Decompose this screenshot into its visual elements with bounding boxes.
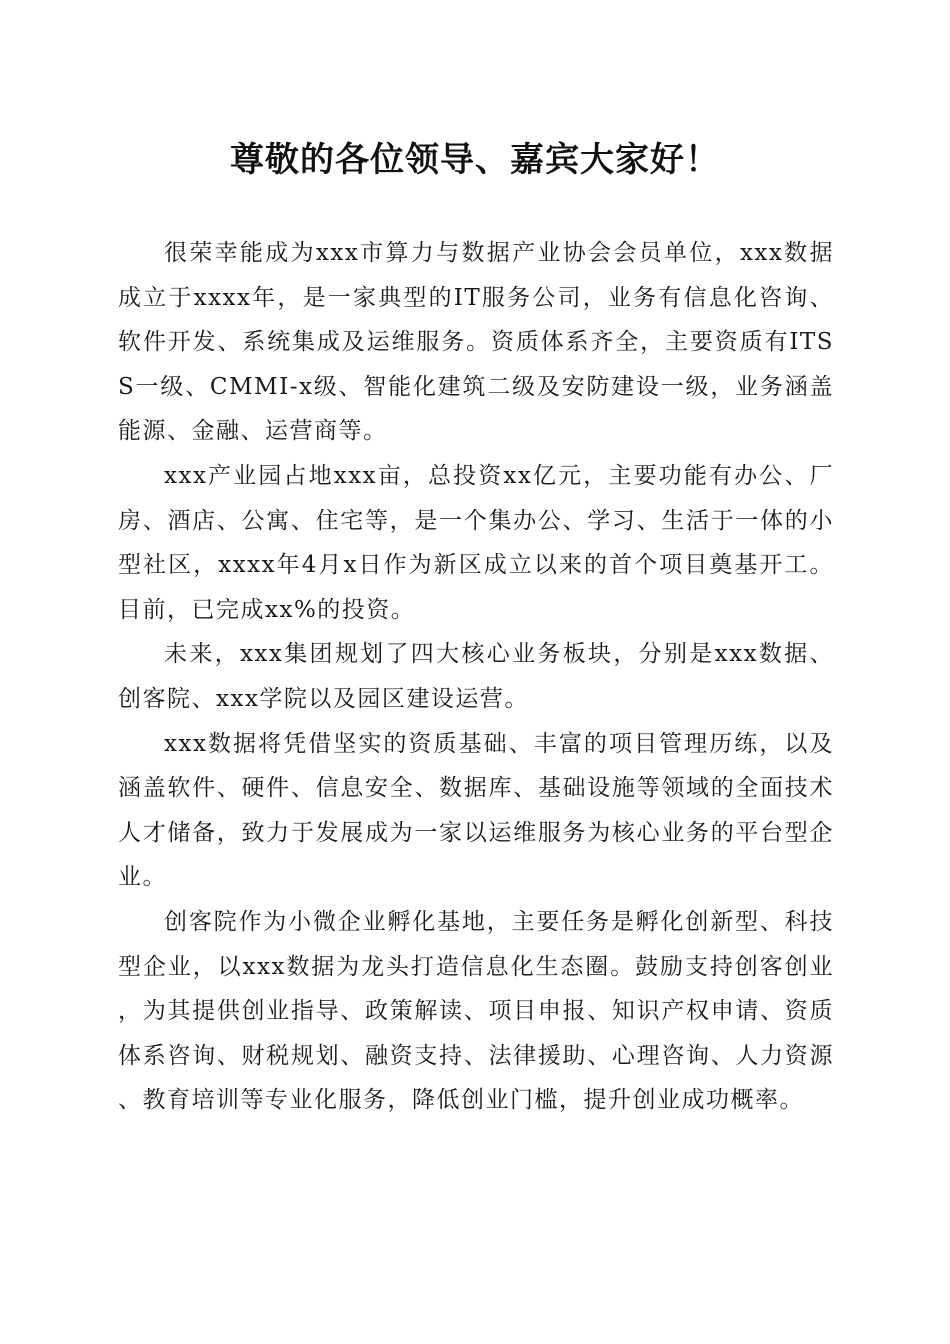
paragraph-business-plan: 未来，xxx集团规划了四大核心业务板块，分别是xxx数据、创客院、xxx学院以及园区建设运营。 xyxy=(118,641,834,712)
paragraph-data-company: xxx数据将凭借坚实的资质基础、丰富的项目管理历练，以及涵盖软件、硬件、信息安全、数据库、基础设施等领域的全面技术人才储备，致力于发展成为一家以运维服务为核心业务的平台型企业。 xyxy=(118,730,834,891)
paragraph-maker-incubator: 创客院作为小微企业孵化基地，主要任务是孵化创新型、科技型企业，以xxx数据为龙头打造信息化生态圈。鼓励支持创客创业，为其提供创业指导、政策解读、项目申报、知识产权申请、资质体系咨询、财税规划、融资支持、法律援助、心理咨询、人力资源、教育培训等专业化服务，降低创业门槛，提升创业成功概率。 xyxy=(118,908,834,1114)
document-body xyxy=(118,231,834,1123)
paragraph-industrial-park: xxx产业园占地xxx亩，总投资xx亿元，主要功能有办公、厂房、酒店、公寓、住宅等，是一个集办公、学习、生活于一体的小型社区，xxxx年4月x日作为新区成立以来的首个项目奠基开工。目前，已完成xx%的投资。 xyxy=(118,462,834,623)
paragraph-member-intro: 很荣幸能成为xxx市算力与数据产业协会会员单位，xxx数据成立于xxxx年，是一家典型的IT服务公司，业务有信息化咨询、软件开发、系统集成及运维服务。资质体系齐全，主要资质有ITSS一级、CMMI-x级、智能化建筑二级及安防建设一级，业务涵盖能源、金融、运营商等。 xyxy=(118,240,834,445)
page-title: 尊敬的各位领导、嘉宾大家好！ xyxy=(230,140,720,180)
